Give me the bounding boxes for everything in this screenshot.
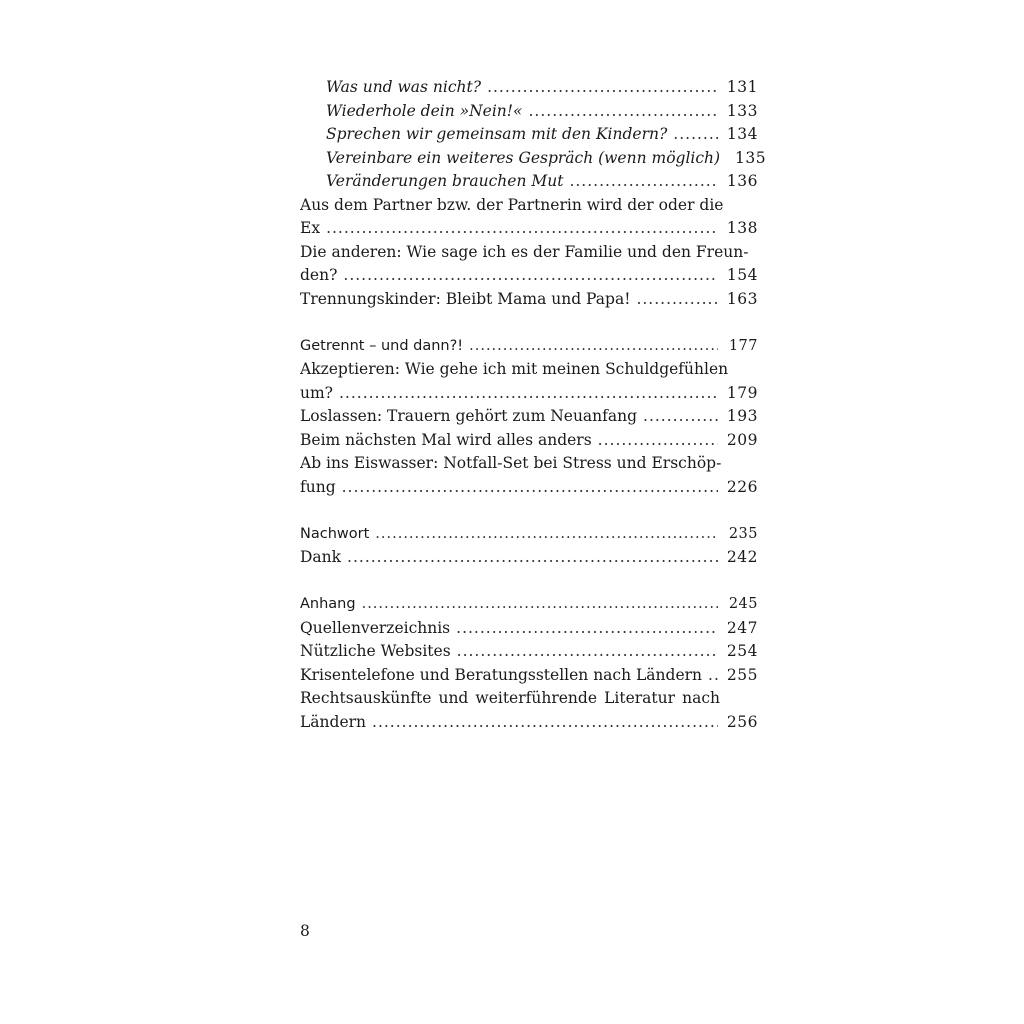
leader-dots bbox=[708, 664, 718, 688]
leader-dots bbox=[569, 170, 718, 194]
toc-entry bbox=[300, 382, 758, 406]
leader-dots bbox=[372, 711, 718, 735]
leader-dots bbox=[643, 405, 718, 429]
toc-entry bbox=[300, 100, 758, 124]
toc-entry-page: 255 bbox=[726, 665, 758, 684]
toc-entry bbox=[300, 711, 758, 735]
toc-entry-page: 256 bbox=[726, 712, 758, 731]
leader-dots bbox=[529, 100, 719, 124]
toc-entry-page: 179 bbox=[726, 383, 758, 402]
leader-dots bbox=[487, 76, 718, 100]
leader-dots bbox=[457, 640, 718, 664]
toc-entry-page: 133 bbox=[726, 101, 758, 120]
toc-entry-title: Nützliche Websites bbox=[300, 642, 451, 660]
toc-entry-page: 163 bbox=[726, 289, 758, 308]
toc-entry-page: 138 bbox=[726, 219, 758, 237]
leader-dots bbox=[456, 617, 718, 641]
toc-entry-title: Dank bbox=[300, 548, 342, 566]
toc-entry-page: 247 bbox=[726, 618, 758, 637]
toc-entry-page: 209 bbox=[726, 430, 758, 449]
toc-entry bbox=[300, 640, 758, 664]
toc-entry-title: Wiederhole dein »Nein!« bbox=[326, 101, 523, 120]
section-gap bbox=[300, 499, 758, 523]
leader-dots bbox=[598, 429, 718, 453]
toc-entry-title: Krisentelefone und Beratungsstellen nach Ländern bbox=[300, 665, 703, 684]
toc-entry-page: 245 bbox=[728, 596, 758, 612]
leader-dots bbox=[362, 593, 718, 617]
toc-entry-title: Trennungskinder: Bleibt Mama und Papa! bbox=[300, 289, 631, 308]
toc-entry bbox=[300, 123, 758, 147]
table-of-contents bbox=[300, 76, 767, 734]
toc-chapter-title: Anhang bbox=[300, 596, 356, 612]
section-gap bbox=[300, 311, 758, 335]
toc-entry bbox=[300, 264, 758, 288]
toc-entry-title: Loslassen: Trauern gehört zum Neuanfang bbox=[300, 407, 638, 425]
toc-entry-page: 235 bbox=[728, 525, 758, 542]
toc-entry-title-line2: Ländern bbox=[300, 712, 367, 731]
toc-entry-title-line1: Rechtsauskünfte und weiterführende Literatur nach bbox=[300, 689, 720, 707]
toc-entry-title: Beim nächsten Mal wird alles anders bbox=[300, 430, 592, 449]
toc-entry-title-line1: Akzeptieren: Wie gehe ich mit meinen Schuldgefühlen bbox=[300, 360, 729, 378]
toc-entry-title-line2: Ex bbox=[300, 219, 321, 237]
toc-entry bbox=[300, 217, 758, 241]
section-gap bbox=[300, 570, 758, 594]
toc-entry bbox=[300, 429, 758, 453]
leader-dots bbox=[469, 335, 718, 359]
leader-dots bbox=[339, 382, 718, 406]
toc-chapter-title: Getrennt – und dann?! bbox=[300, 337, 464, 354]
toc-entry-title-line2: um? bbox=[300, 383, 333, 402]
toc-chapter-entry bbox=[300, 523, 758, 547]
leader-dots bbox=[343, 264, 718, 288]
toc-entry-page: 193 bbox=[726, 407, 758, 425]
toc-entry-title: Vereinbare ein weiteres Gespräch (wenn möglich) bbox=[326, 148, 721, 167]
toc-entry-title-line2: den? bbox=[300, 266, 338, 284]
toc-entry-title: Sprechen wir gemeinsam mit den Kindern? bbox=[326, 125, 668, 143]
leader-dots bbox=[375, 523, 718, 547]
toc-entry bbox=[300, 405, 758, 429]
toc-entry-title-line1: Ab ins Eiswasser: Notfall-Set bei Stress und Erschöp- bbox=[300, 454, 722, 472]
toc-chapter-entry bbox=[300, 593, 758, 617]
toc-entry-title: Veränderungen brauchen Mut bbox=[326, 172, 564, 190]
toc-entry bbox=[300, 170, 758, 194]
toc-entry bbox=[300, 147, 767, 171]
page-number: 8 bbox=[300, 922, 310, 940]
toc-entry-page: 131 bbox=[726, 78, 758, 96]
toc-entry-page: 136 bbox=[726, 172, 758, 190]
leader-dots bbox=[342, 476, 718, 500]
toc-entry bbox=[300, 288, 758, 312]
toc-entry-page: 254 bbox=[726, 642, 758, 660]
toc-entry bbox=[300, 546, 758, 570]
toc-entry-page: 154 bbox=[726, 266, 758, 284]
toc-entry-title-line1: Aus dem Partner bzw. der Partnerin wird der oder die bbox=[300, 195, 724, 214]
leader-dots bbox=[636, 288, 718, 312]
leader-dots bbox=[673, 123, 718, 147]
toc-entry bbox=[300, 664, 758, 688]
toc-entry-page: 135 bbox=[734, 148, 767, 167]
toc-chapter-entry bbox=[300, 335, 758, 359]
toc-entry-page: 242 bbox=[726, 548, 758, 566]
toc-entry-title-line1: Die anderen: Wie sage ich es der Familie und den Freun- bbox=[300, 242, 749, 261]
toc-entry-page: 177 bbox=[728, 337, 758, 354]
toc-entry-title: Was und was nicht? bbox=[326, 78, 482, 96]
toc-entry-title: Quellenverzeichnis bbox=[300, 618, 451, 637]
toc-entry bbox=[300, 476, 758, 500]
toc-chapter-title: Nachwort bbox=[300, 525, 370, 542]
leader-dots bbox=[347, 546, 718, 570]
toc-entry-page: 134 bbox=[726, 125, 758, 143]
toc-entry-title-line2: fung bbox=[300, 477, 336, 496]
toc-entry-page: 226 bbox=[726, 477, 758, 496]
toc-entry bbox=[300, 76, 758, 100]
toc-entry bbox=[300, 617, 758, 641]
leader-dots bbox=[326, 217, 718, 241]
